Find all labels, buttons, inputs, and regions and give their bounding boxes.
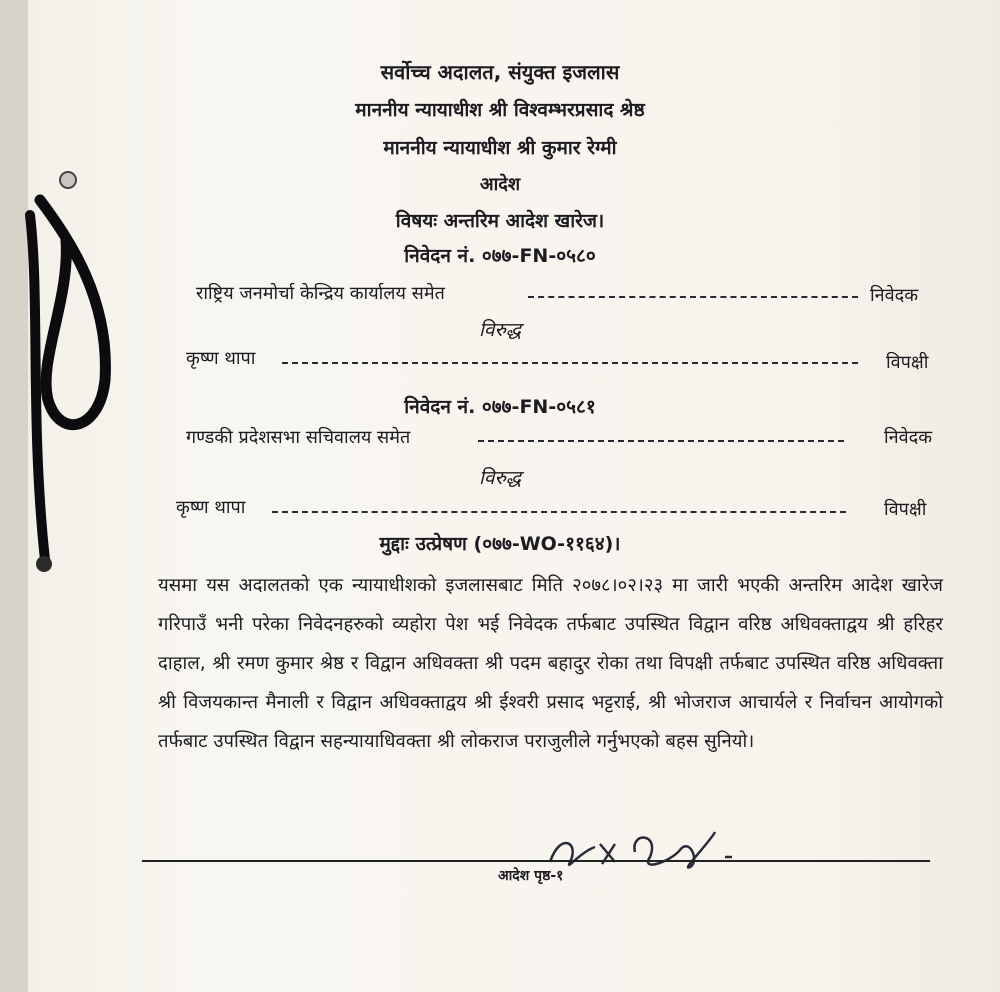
page-number: आदेश पृष्ठ-१ (498, 868, 564, 884)
order-body-paragraph: यसमा यस अदालतको एक न्यायाधीशको इजलासबाट मिति २०७८।०२।२३ मा जारी भएकी अन्तरिम आदेश खारेज गरिपाउँ भनी परेका निवेदनहरुको व्यहोरा पेश भई निवेदक तर्फबाट उपस्थित विद्वान वरिष्ठ अधिवक्ताद्वय श्री हरिहर दाहाल, श्री रमण कुमार श्रेष्ठ र विद्वान अधिवक्ता श्री पदम बहादुर रोका तथा विपक्षी तर्फबाट उपस्थित वरिष्ठ अधिवक्ता श्री विजयकान्त मैनाली र विद्वान अधिवक्ताद्वय श्री ईश्वरी प्रसाद भट्टराई, श्री भोजराज आचार्यले र निर्वाचन आयोगको तर्फबाट उपस्थित विद्वान सहन्यायाधिवक्ता श्री लोकराज पराजुलीले गर्नुभएको बहस सुनियो। (158, 575, 943, 752)
case1-respondent: कृष्ण थापा (186, 348, 256, 369)
case2-versus: विरुद्ध (478, 467, 522, 489)
case1-petitioner-role: निवेदक (870, 285, 919, 306)
case2-petition-no: निवेदन नं. ०७७-FN-०५८१ (404, 396, 596, 418)
case1-versus: विरुद्ध (478, 319, 522, 341)
case2-respondent-dashes (272, 511, 846, 513)
justice-1: माननीय न्यायाधीश श्री विश्वम्भरप्रसाद श्रेष्ठ (355, 99, 645, 121)
court-title: सर्वोच्च अदालत, संयुक्त इजलास (380, 60, 620, 84)
justice-2: माननीय न्यायाधीश श्री कुमार रेग्मी (383, 137, 617, 159)
case1-petitioner: राष्ट्रिय जनमोर्चा केन्द्रिय कार्यालय समेत (196, 283, 445, 304)
judges-signature-icon (540, 822, 760, 882)
case2-respondent: कृष्ण थापा (176, 497, 246, 518)
case2-petitioner-role: निवेदक (884, 427, 933, 448)
case1-respondent-role: विपक्षी (886, 352, 929, 373)
binding-cord-icon (0, 0, 140, 600)
case2-petitioner-dashes (478, 440, 844, 442)
case1-petition-no: निवेदन नं. ०७७-FN-०५८० (404, 245, 596, 267)
footer-rule (142, 860, 930, 862)
case2-respondent-role: विपक्षी (884, 499, 927, 520)
order-heading: आदेश (479, 174, 521, 195)
case1-petitioner-dashes (528, 296, 858, 298)
case2-petitioner: गण्डकी प्रदेशसभा सचिवालय समेत (186, 427, 411, 448)
subject-matter: मुद्दाः उत्प्रेषण (०७७-WO-११६४)। (379, 533, 621, 555)
case1-respondent-dashes (282, 362, 858, 364)
subject-line: विषयः अन्तरिम आदेश खारेज। (395, 210, 605, 232)
